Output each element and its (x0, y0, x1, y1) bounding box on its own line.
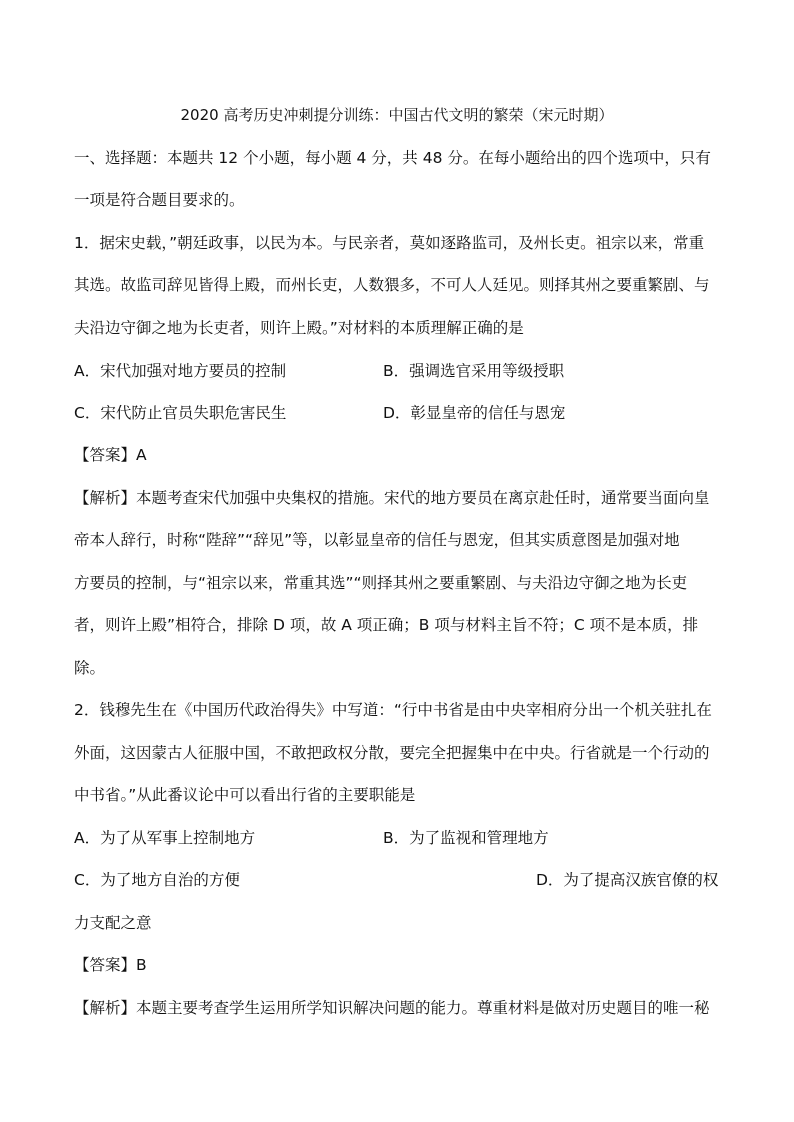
q1-stem-line-3: 夫沿边守御之地为长吏者，则许上殿。”对材料的本质理解正确的是 (74, 319, 524, 337)
q2-option-c: C．为了地方自治的方便 (74, 871, 240, 889)
q1-analysis-line-4: 者，则许上殿”相符合，排除 D 项，故 A 项正确；B 项与材料主旨不符；C 项不是本质，排 (74, 616, 699, 634)
q1-answer: 【答案】A (74, 446, 147, 464)
q2-option-d-continued: 力支配之意 (74, 914, 152, 932)
q1-option-d: D．彰显皇帝的信任与恩宠 (383, 404, 566, 422)
q1-analysis-line-1: 【解析】本题考查宋代加强中央集权的措施。宋代的地方要员在离京赴任时，通常要当面向皇 (74, 489, 710, 507)
section-intro-line-1: 一、选择题：本题共 12 个小题，每小题 4 分，共 48 分。在每小题给出的四个选项中，只有 (74, 149, 711, 167)
q2-option-a: A．为了从军事上控制地方 (74, 829, 256, 847)
q1-analysis-line-5: 除。 (74, 659, 106, 677)
q1-option-c: C．宋代防止官员失职危害民生 (74, 404, 287, 422)
q2-option-b: B．为了监视和管理地方 (383, 829, 549, 847)
page-title: 2020 高考历史冲刺提分训练：中国古代文明的繁荣（宋元时期） (180, 106, 614, 124)
q2-option-d: D．为了提高汉族官僚的权 (536, 871, 719, 889)
q1-stem-line-1: 1．据宋史载，”朝廷政事，以民为本。与民亲者，莫如逐路监司，及州长吏。祖宗以来，常重 (74, 234, 705, 252)
q2-stem-line-2: 外面，这因蒙古人征服中国，不敢把政权分散，要完全把握集中在中央。行省就是一个行动的 (74, 744, 710, 762)
section-intro-line-2: 一项是符合题目要求的。 (74, 191, 245, 209)
q1-stem-line-2: 其选。故监司辞见皆得上殿，而州长吏，人数猥多，不可人人廷见。则择其州之要重繁剧、与 (74, 276, 710, 294)
q2-stem-line-3: 中书省。”从此番议论中可以看出行省的主要职能是 (74, 786, 416, 804)
q1-analysis-line-3: 方要员的控制，与“祖宗以来，常重其选”“则择其州之要重繁剧、与夫沿边守御之地为长吏 (74, 574, 688, 592)
q1-option-a: A．宋代加强对地方要员的控制 (74, 362, 287, 380)
q1-analysis-line-2: 帝本人辞行，时称“陛辞”“辞见”等，以彰显皇帝的信任与恩宠，但其实质意图是加强对地 (74, 531, 680, 549)
q1-option-b: B．强调选官采用等级授职 (383, 362, 565, 380)
q2-analysis-line-1: 【解析】本题主要考查学生运用所学知识解决问题的能力。尊重材料是做对历史题目的唯一秘 (74, 999, 710, 1017)
q2-stem-line-1: 2．钱穆先生在《中国历代政治得失》中写道：“行中书省是由中央宰相府分出一个机关驻扎在 (74, 701, 712, 719)
q2-answer: 【答案】B (74, 956, 147, 974)
